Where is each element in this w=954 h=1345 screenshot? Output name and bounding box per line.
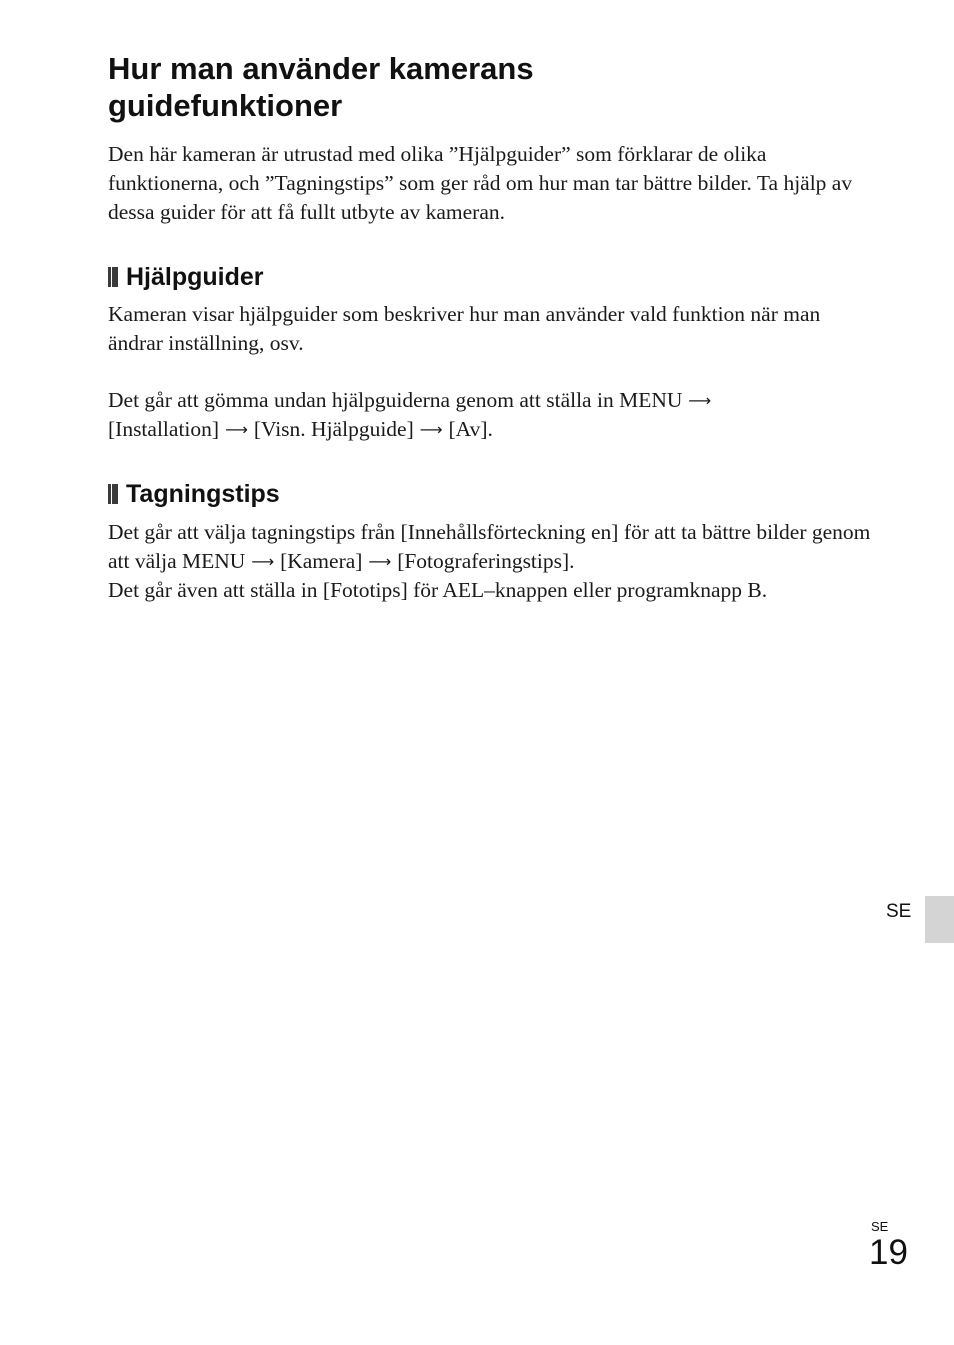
intro-paragraph: Den här kameran är utrustad med olika ”Hjälpguider” som förklarar de olika funktionerna, och ”Tagningstips” som ger råd om hur man tar bättre bilder. Ta hjälp av dessa guider för att få fullt utbyte av kameran. [108,142,853,224]
section-heading-help-guides [108,262,264,292]
menu-path-item: [Av]. [448,417,493,441]
menu-path-item: [Fotograferingstips]. [397,549,575,573]
menu-path-item: [Visn. Hjälpguide] [253,417,414,441]
arrow-right-icon: ⟶ [419,420,443,439]
language-side-label: SE [886,901,912,922]
arrow-right-icon: ⟶ [251,552,275,571]
page-title: Hur man använder kamerans guidefunktioner [108,51,534,123]
arrow-right-icon: ⟶ [224,420,248,439]
section-heading-label: Tagningstips [126,480,280,508]
page-language-code: SE [871,1219,889,1234]
hide-guides-paragraph [108,386,868,444]
arrow-right-icon: ⟶ [368,552,392,571]
help-guides-paragraph: Kameran visar hjälpguider som beskriver hur man använder vald funktion när man ändrar inställning, osv. [108,302,821,355]
hide-guides-text: Det går att gömma undan hjälpguiderna genom att ställa in MENU [108,388,683,412]
section-heading-label: Hjälpguider [126,263,264,291]
page-number: 19 [869,1233,908,1272]
shooting-tips-text-2: Det går även att ställa in [Fototips] för AEL–knappen eller programknapp B. [108,578,768,602]
square-bullet-icon [108,484,118,504]
square-bullet-icon [108,267,118,287]
menu-path-item: [Kamera] [280,549,363,573]
language-side-tab [925,896,954,943]
arrow-right-icon: ⟶ [688,391,712,410]
shooting-tips-text: Det går att välja tagningstips från [Innehållsförteckning en] för att ta bättre bilder genom att välja MENU [108,520,871,573]
shooting-tips-paragraph [108,518,888,605]
section-heading-shooting-tips [108,479,280,509]
menu-path-item: [Installation] [108,417,220,441]
